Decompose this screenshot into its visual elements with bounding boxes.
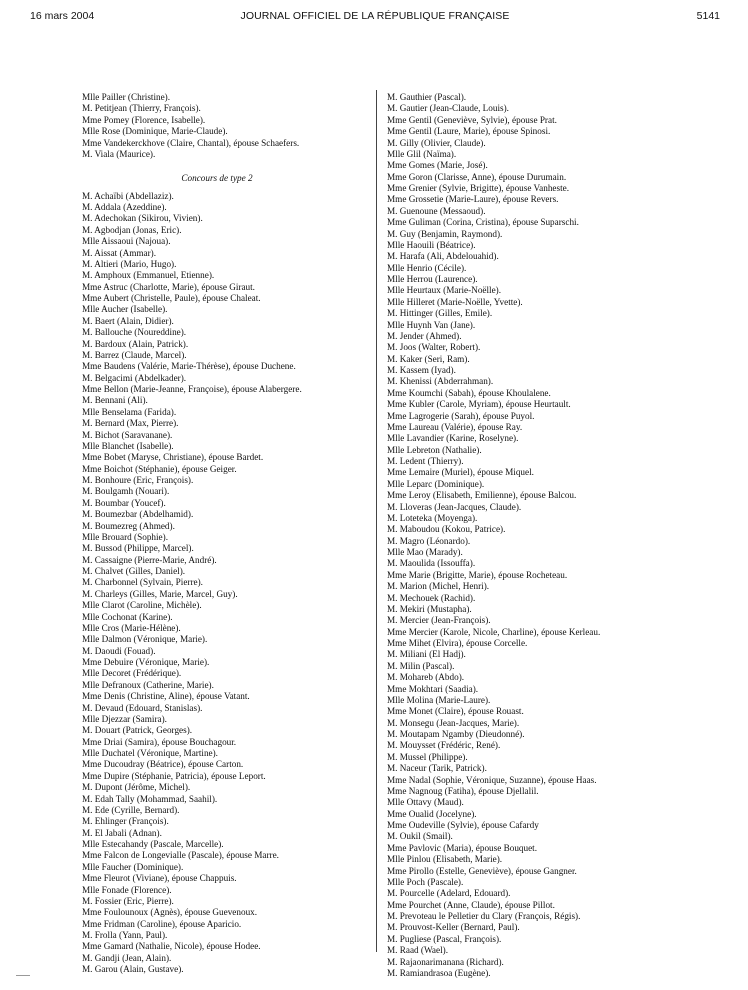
name-entry: Mlle Lavandier (Karine, Roselyne). bbox=[387, 433, 519, 444]
name-entry: Mme Aubert (Christelle, Paule), épouse Chaleat. bbox=[82, 293, 261, 303]
name-entry: Mme Pirollo (Estelle, Geneviève), épouse Gangner. bbox=[387, 865, 577, 876]
name-entry: Mlle Decoret (Frédérique). bbox=[82, 668, 182, 679]
name-entry: Mme Denis (Christine, Aline), épouse Vatant. bbox=[82, 691, 250, 702]
name-entry: Mlle Lebreton (Nathalie). bbox=[387, 444, 482, 455]
name-entry: M. Boumbar (Youcef). bbox=[82, 497, 166, 508]
name-entry: M. Boulgamh (Nouari). bbox=[82, 486, 170, 497]
page-number: 5141 bbox=[696, 10, 720, 22]
footer-mark bbox=[16, 975, 30, 976]
name-entry: Mme Driai (Samira), épouse Bouchagour. bbox=[82, 736, 237, 747]
name-entry: M. Mercier (Jean-François). bbox=[387, 615, 491, 626]
name-entry: Mme Nadal (Sophie, Véronique, Suzanne), épouse Haas. bbox=[387, 774, 597, 785]
name-entry: M. Pugliese (Pascal, François). bbox=[387, 933, 502, 944]
left-top-entries bbox=[82, 92, 372, 160]
name-entry: M. Mechouek (Rachid). bbox=[387, 592, 476, 603]
name-entry: Mme Oualid (Jocelyne). bbox=[387, 808, 477, 819]
page-header bbox=[30, 10, 720, 26]
name-entry: M. Addala (Azeddine). bbox=[82, 202, 167, 212]
name-entry: M. Maboudou (Kokou, Patrice). bbox=[387, 524, 506, 535]
name-entry: Mlle Benselama (Farida). bbox=[82, 406, 177, 417]
name-entry: M. Kassem (Iyad). bbox=[387, 365, 456, 375]
name-entry: M. Lloveras (Jean-Jacques, Claude). bbox=[387, 501, 522, 512]
name-entry: M. Ehlinger (François). bbox=[82, 816, 169, 827]
name-entry: Mlle Henrio (Cécile). bbox=[387, 262, 467, 273]
name-entry: M. Fossier (Eric, Pierre). bbox=[82, 895, 174, 906]
name-entry: M. Hittinger (Gilles, Emile). bbox=[387, 308, 493, 319]
name-entry: Mme Gomes (Marie, José). bbox=[387, 160, 488, 171]
name-entry: Mlle Clarot (Caroline, Michèle). bbox=[82, 600, 202, 611]
journal-title: JOURNAL OFFICIEL DE LA RÉPUBLIQUE FRANÇAISE bbox=[240, 10, 510, 22]
name-entry: M. Charbonnel (Sylvain, Pierre). bbox=[82, 577, 203, 588]
name-entry: Mme Leroy (Elisabeth, Emilienne), épouse Balcou. bbox=[387, 490, 577, 501]
name-entry: Mme Gentil (Laure, Marie), épouse Spinosi. bbox=[387, 126, 551, 137]
name-entry: Mlle Rose (Dominique, Marie-Claude). bbox=[82, 126, 228, 137]
name-entry: Mme Mihet (Elvira), épouse Corcelle. bbox=[387, 638, 528, 648]
name-entry: Mlle Pailler (Christine). bbox=[82, 92, 171, 102]
name-entry: M. Baert (Alain, Didier). bbox=[82, 315, 174, 326]
name-entry: M. Bennani (Ali). bbox=[82, 395, 148, 406]
name-entry: Mme Ducoudray (Béatrice), épouse Carton. bbox=[82, 759, 244, 770]
name-entry: M. Magro (Léonardo). bbox=[387, 535, 471, 546]
name-entry: M. Garou (Alain, Gustave). bbox=[82, 964, 184, 975]
name-entry: Mme Bobet (Maryse, Christiane), épouse Bardet. bbox=[82, 452, 264, 463]
name-entry: Mlle Dalmon (Véronique, Marie). bbox=[82, 634, 208, 645]
name-entry: M. Petitjean (Thierry, François). bbox=[82, 103, 201, 114]
name-entry: M. Altieri (Mario, Hugo). bbox=[82, 258, 177, 269]
name-entry: Mlle Brouard (Sophie). bbox=[82, 531, 168, 542]
name-entry: Mlle Defranoux (Catherine, Marie). bbox=[82, 679, 214, 690]
name-entry: Mlle Duchatel (Véronique, Martine). bbox=[82, 748, 218, 758]
name-entry: Mme Bellon (Marie-Jeanne, Françoise), épouse Alabergere. bbox=[82, 384, 302, 394]
name-entry: M. Maoulida (Issouffa). bbox=[387, 558, 476, 569]
name-entry: Mme Pomey (Florence, Isabelle). bbox=[82, 114, 206, 125]
name-entry: M. Bardoux (Alain, Patrick). bbox=[82, 338, 189, 349]
name-entry: M. Douart (Patrick, Georges). bbox=[82, 725, 193, 736]
name-entry: M. Edah Tally (Mohammad, Saahil). bbox=[82, 793, 218, 804]
name-entry: M. Pourcelle (Adelard, Edouard). bbox=[387, 888, 511, 899]
name-entry: Mlle Glil (Naïma). bbox=[387, 148, 457, 159]
name-entry: M. Gilly (Olivier, Claude). bbox=[387, 137, 486, 148]
name-entry: M. Marion (Michel, Henri). bbox=[387, 581, 490, 592]
name-entry: Mlle Djezzar (Samira). bbox=[82, 713, 167, 724]
name-entry: Mlle Poch (Pascale). bbox=[387, 876, 464, 887]
name-entry: M. Barrez (Claude, Marcel). bbox=[82, 349, 187, 360]
name-entry: M. Mohareb (Abdo). bbox=[387, 672, 465, 683]
name-entry: Mme Mokhtari (Saadia). bbox=[387, 683, 479, 694]
name-entry: M. Adechokan (Sikirou, Vivien). bbox=[82, 213, 203, 224]
name-entry: M. Prouvost-Keller (Bernard, Paul). bbox=[387, 922, 520, 933]
name-entry: M. Harafa (Ali, Abdelouahid). bbox=[387, 251, 499, 262]
name-entry: Mlle Fonade (Florence). bbox=[82, 884, 172, 895]
name-entry: Mme Marie (Brigitte, Marie), épouse Rocheteau. bbox=[387, 569, 568, 580]
name-entry: Mlle Blanchet (Isabelle). bbox=[82, 440, 174, 451]
name-entry: M. Ballouche (Noureddine). bbox=[82, 327, 187, 338]
name-entry: M. Ramiandrasoa (Eugène). bbox=[387, 967, 491, 978]
name-entry: M. Guy (Benjamin, Raymond). bbox=[387, 228, 503, 239]
section-title: Concours de type 2 bbox=[181, 173, 253, 184]
name-entry: Mlle Haouili (Béatrice). bbox=[387, 239, 476, 250]
name-entry: M. Milin (Pascal). bbox=[387, 660, 455, 671]
name-entry: M. Joos (Walter, Robert). bbox=[387, 342, 481, 353]
name-entry: M. Bussod (Philippe, Marcel). bbox=[82, 543, 194, 554]
name-entry: M. Rajaonarimanana (Richard). bbox=[387, 956, 504, 967]
name-entry: M. Prevoteau le Pelletier du Clary (François, Régis). bbox=[387, 911, 581, 921]
name-entry: Mlle Faucher (Dominique). bbox=[82, 861, 184, 872]
name-entry: Mme Nagnoug (Fatiha), épouse Djellalil. bbox=[387, 785, 539, 796]
name-entry: M. Viala (Maurice). bbox=[82, 148, 156, 159]
name-entry: Mlle Huynh Van (Jane). bbox=[387, 319, 476, 330]
name-entry: Mme Fleurot (Viviane), épouse Chappuis. bbox=[82, 873, 237, 884]
name-entry: Mme Debuire (Véronique, Marie). bbox=[82, 657, 210, 667]
name-entry: Mme Grossetie (Marie-Laure), épouse Revers. bbox=[387, 194, 559, 205]
name-entry: M. El Jabali (Adnan). bbox=[82, 827, 162, 838]
name-entry: M. Cassaigne (Pierre-Marie, André). bbox=[82, 554, 217, 565]
name-entry: M. Moutapam Ngamby (Dieudonné). bbox=[387, 729, 525, 739]
name-entry: M. Guenoune (Messaoud). bbox=[387, 205, 486, 216]
name-entry: M. Daoudi (Fouad). bbox=[82, 645, 156, 656]
name-entry: Mlle Cochonat (Karine). bbox=[82, 611, 173, 622]
name-entry: Mlle Cros (Marie-Hélène). bbox=[82, 622, 181, 633]
name-entry: M. Miliani (El Hadj). bbox=[387, 649, 466, 660]
name-entry: M. Raad (Wael). bbox=[387, 945, 448, 956]
right-main-entries bbox=[387, 92, 717, 979]
name-entry: Mlle Heurtaux (Marie-Noëlle). bbox=[387, 285, 502, 296]
name-entry: Mme Fridman (Caroline), épouse Aparicio. bbox=[82, 918, 242, 929]
column-divider bbox=[376, 90, 377, 952]
name-entry: M. Chalvet (Gilles, Daniel). bbox=[82, 566, 186, 576]
name-entry: Mme Guliman (Corina, Cristina), épouse Suparschi. bbox=[387, 217, 579, 228]
name-entry: Mme Foulounoux (Agnès), épouse Guevenoux. bbox=[82, 907, 258, 918]
name-entry: Mme Oudeville (Sylvie), épouse Cafardy bbox=[387, 820, 539, 830]
name-entry: Mme Baudens (Valérie, Marie-Thérèse), épouse Duchene. bbox=[82, 361, 296, 372]
name-entry: M. Achaïbi (Abdellaziz). bbox=[82, 190, 174, 201]
name-entry: Mme Grenier (Sylvie, Brigitte), épouse Vanheste. bbox=[387, 183, 570, 193]
name-entry: Mme Monet (Claire), épouse Rouast. bbox=[387, 706, 524, 717]
name-entry: M. Gandji (Jean, Alain). bbox=[82, 952, 172, 963]
name-entry: M. Aissat (Ammar). bbox=[82, 247, 157, 258]
name-entry: M. Agbodjan (Jonas, Eric). bbox=[82, 224, 182, 235]
name-entry: Mme Pavlovic (Maria), épouse Bouquet. bbox=[387, 842, 538, 853]
name-entry: Mme Pourchet (Anne, Claude), épouse Pillot. bbox=[387, 899, 555, 910]
name-entry: Mme Mercier (Karole, Nicole, Charline), épouse Kerleau. bbox=[387, 626, 601, 637]
name-entry: M. Bonhoure (Eric, François). bbox=[82, 475, 194, 485]
name-entry: M. Oukil (Smail). bbox=[387, 831, 453, 842]
name-entry: Mme Kubler (Carole, Myriam), épouse Heurtault. bbox=[387, 399, 571, 410]
name-entry: Mlle Pinlou (Elisabeth, Marie). bbox=[387, 854, 503, 865]
name-entry: M. Loteteka (Moyenga). bbox=[387, 512, 478, 523]
name-entry: M. Bernard (Max, Pierre). bbox=[82, 418, 179, 429]
name-entry: M. Gautier (Jean-Claude, Louis). bbox=[387, 103, 509, 114]
left-main-entries bbox=[82, 191, 372, 976]
name-entry: M. Jender (Ahmed). bbox=[387, 330, 462, 341]
name-entry: M. Belgacimi (Abdelkader). bbox=[82, 372, 187, 383]
name-entry: Mme Gamard (Nathalie, Nicole), épouse Hodee. bbox=[82, 941, 261, 952]
name-entry: M. Monsegu (Jean-Jacques, Marie). bbox=[387, 717, 520, 728]
name-entry: M. Gauthier (Pascal). bbox=[387, 92, 467, 102]
name-entry: Mme Vandekerckhove (Claire, Chantal), épouse Schaefers. bbox=[82, 137, 300, 148]
name-entry: Mme Astruc (Charlotte, Marie), épouse Giraut. bbox=[82, 281, 255, 292]
publication-date: 16 mars 2004 bbox=[30, 10, 95, 22]
name-entry: M. Mekiri (Mustapha). bbox=[387, 603, 472, 614]
name-entry: M. Boumezreg (Ahmed). bbox=[82, 520, 175, 531]
name-entry: Mme Goron (Clarisse, Anne), épouse Durumain. bbox=[387, 171, 567, 182]
name-entry: M. Kaker (Seri, Ram). bbox=[387, 353, 470, 364]
name-entry: M. Khenissi (Abderrahman). bbox=[387, 376, 494, 387]
name-entry: M. Frolla (Yann, Paul). bbox=[82, 930, 168, 940]
name-entry: Mlle Estecahandy (Pascale, Marcelle). bbox=[82, 839, 224, 849]
name-entry: Mlle Leparc (Dominique). bbox=[387, 478, 485, 489]
name-entry: Mlle Aissaoui (Najoua). bbox=[82, 236, 171, 247]
name-entry: Mlle Ottavy (Maud). bbox=[387, 797, 464, 808]
name-entry: M. Mussel (Philippe). bbox=[387, 751, 468, 762]
name-entry: Mlle Hilleret (Marie-Noëlle, Yvette). bbox=[387, 296, 523, 307]
name-entry: Mlle Molina (Marie-Laure). bbox=[387, 694, 491, 705]
name-entry: Mme Gentil (Geneviève, Sylvie), épouse Prat. bbox=[387, 114, 557, 125]
name-entry: M. Bichot (Saravanane). bbox=[82, 429, 173, 440]
name-entry: Mme Laureau (Valérie), épouse Ray. bbox=[387, 421, 523, 432]
name-entry: M. Naceur (Tarik, Patrick). bbox=[387, 763, 487, 774]
name-entry: Mme Boichot (Stéphanie), épouse Geiger. bbox=[82, 463, 237, 474]
name-entry: Mlle Mao (Marady). bbox=[387, 547, 463, 557]
name-entry: M. Boumezbar (Abdelhamid). bbox=[82, 509, 194, 520]
name-entry: Mme Lagrogerie (Sarah), épouse Puyol. bbox=[387, 410, 535, 421]
right-column bbox=[387, 92, 717, 979]
name-entry: Mme Koumchi (Sabah), épouse Khoulalene. bbox=[387, 387, 551, 398]
left-column bbox=[82, 92, 372, 976]
name-entry: M. Dupont (Jérôme, Michel). bbox=[82, 782, 191, 793]
name-entry: Mlle Herrou (Laurence). bbox=[387, 274, 478, 284]
name-entry: Mme Falcon de Longevialle (Pascale), épouse Marre. bbox=[82, 850, 279, 861]
name-entry: Mme Lemaire (Muriel), épouse Miquel. bbox=[387, 467, 534, 478]
name-entry: Mlle Aucher (Isabelle). bbox=[82, 304, 168, 315]
name-entry: M. Ledent (Thierry). bbox=[387, 456, 464, 466]
name-entry: M. Charleys (Gilles, Marie, Marcel, Guy). bbox=[82, 588, 238, 599]
name-entry: Mme Dupire (Stéphanie, Patricia), épouse Leport. bbox=[82, 770, 266, 781]
name-entry: M. Devaud (Edouard, Stanislas). bbox=[82, 702, 203, 713]
name-entry: M. Amphoux (Emmanuel, Etienne). bbox=[82, 270, 215, 281]
name-entry: M. Ede (Cyrille, Bernard). bbox=[82, 804, 180, 815]
name-entry: M. Mouysset (Frédéric, René). bbox=[387, 740, 501, 751]
